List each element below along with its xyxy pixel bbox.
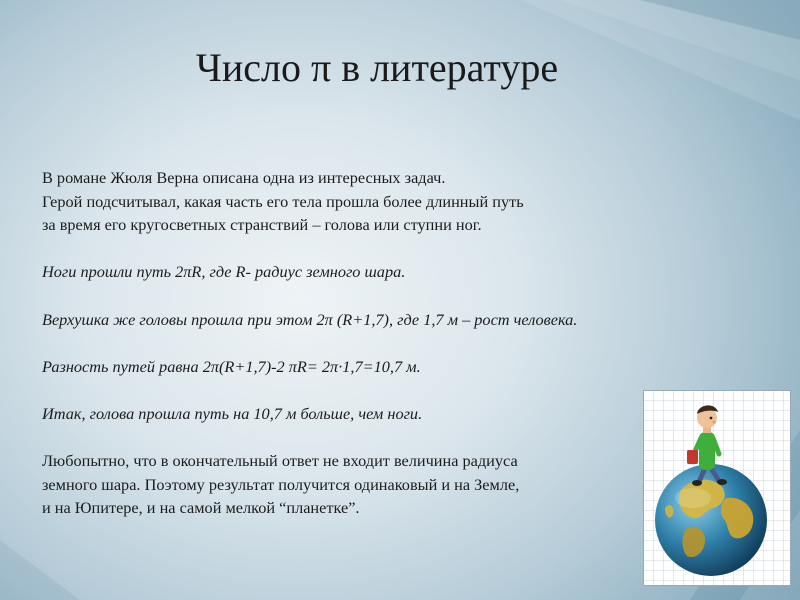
intro-line: Герой подсчитывал, какая часть его тела прошла более длинный путь: [42, 191, 524, 211]
intro-paragraph: [42, 166, 682, 237]
globe-icon: [655, 464, 767, 576]
conclusion-line: Любопытно, что в окончательный ответ не входит величина радиуса: [42, 451, 518, 471]
intro-line: за время его кругосветных странствий – голова или ступни ног.: [42, 215, 482, 235]
path-difference-statement: Разность путей равна 2π(R+1,7)-2 πR= 2π·1,7=10,7 м.: [42, 356, 421, 376]
slide-body: [42, 166, 682, 520]
conclusion-line: земного шара. Поэтому результат получится одинаковый и на Земле,: [42, 474, 520, 494]
book-icon: [687, 450, 698, 464]
result-statement: Итак, голова прошла путь на 10,7 м больше, чем ноги.: [42, 403, 423, 423]
head-path-statement: Верхушка же головы прошла при этом 2π (R+1,7), где 1,7 м – рост человека.: [42, 309, 578, 329]
feet-path-statement: Ноги прошли путь 2πR, где R- радиус земного шара.: [42, 262, 406, 282]
slide-title: Число π в литературе: [195, 45, 559, 90]
conclusion-line: и на Юпитере, и на самой мелкой “планетке”.: [42, 498, 360, 518]
person-walking-on-globe-icon: [643, 390, 791, 586]
intro-line: В романе Жюля Верна описана одна из интересных задач.: [42, 168, 446, 187]
conclusion-paragraph: [42, 449, 682, 520]
